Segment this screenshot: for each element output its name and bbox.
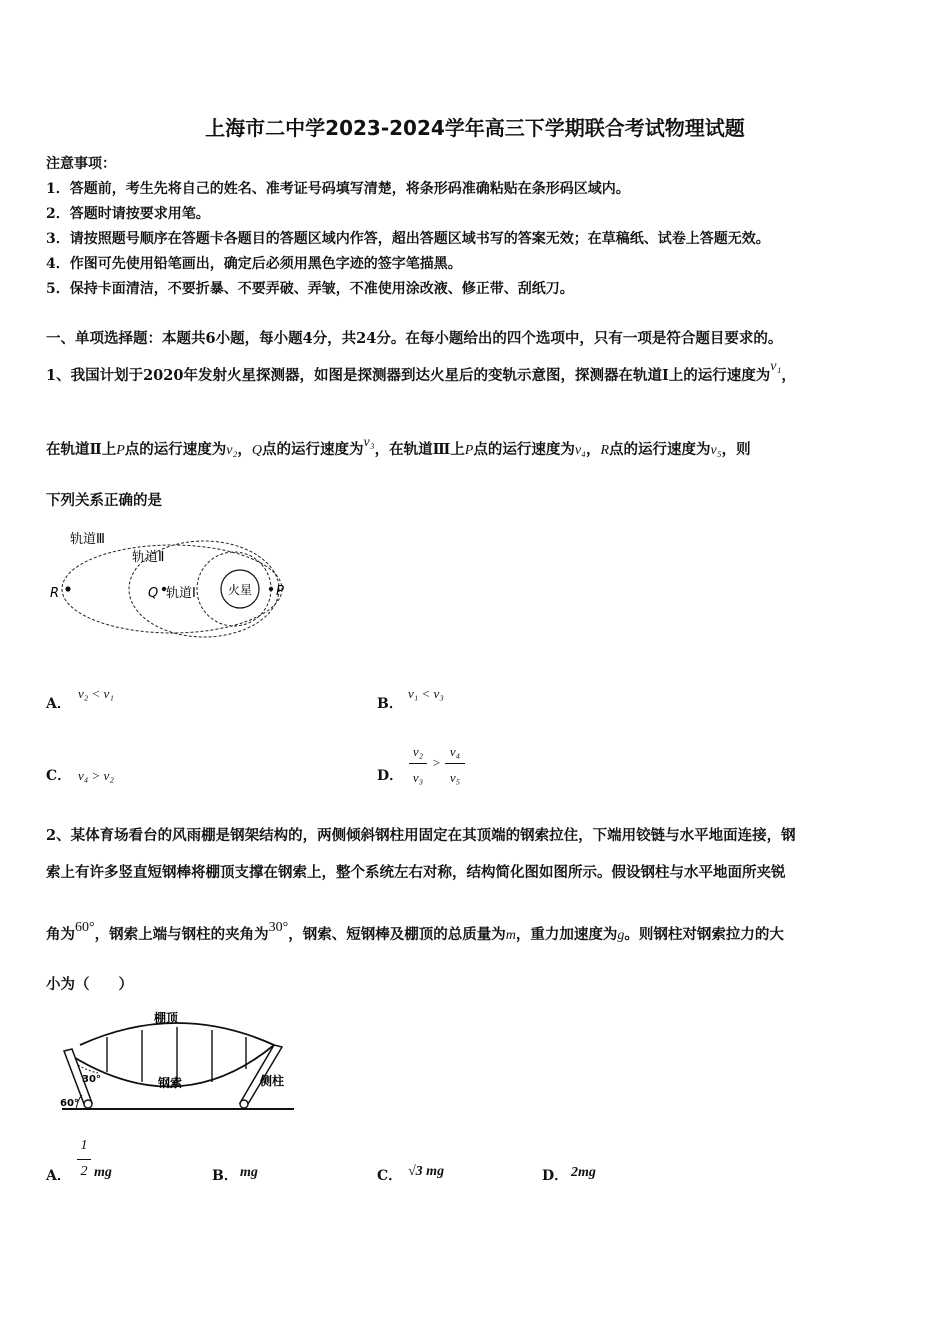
q-label: Q xyxy=(148,586,159,601)
q2-text-3a: 角为 xyxy=(46,926,75,943)
q1-option-d-num1: v₂ xyxy=(412,744,424,759)
q1-option-a-expr: v₂ < v₁ xyxy=(78,686,114,701)
q2-option-d-expr: 2mg xyxy=(571,1165,596,1180)
left-hinge xyxy=(84,1100,92,1108)
q2-gravity: g xyxy=(617,928,625,943)
q1-text-1-end: ， xyxy=(781,367,796,384)
q1-option-a-label: A． xyxy=(46,696,71,712)
q1-v1: v₁ xyxy=(770,359,782,374)
orbit-diagram xyxy=(40,525,300,645)
cable-label: 钢索 xyxy=(158,1076,183,1090)
note-item-5: 5．保持卡面清洁，不要折暴、不要弄破、弄皱，不准使用涂改液、修正带、刮纸刀。 xyxy=(46,281,574,297)
q1-point-p: P xyxy=(116,443,125,458)
q2-option-d-label: D． xyxy=(542,1168,569,1184)
r-label: R xyxy=(50,586,60,601)
q2-option-a-bar xyxy=(77,1159,91,1160)
q2-option-c-label: C． xyxy=(377,1168,403,1184)
point-p-dot xyxy=(269,587,273,591)
q2-text-3e: 。则钢柱对钢索拉力的大 xyxy=(624,926,784,943)
q1-point-r: R xyxy=(600,443,609,458)
q1-text-1: 1、我国计划于2020年发射火星探测器，如图是探测器到达火星后的变轨示意图，探测器在轨道Ⅰ上的运行速度为 xyxy=(46,367,771,384)
q1-text-2d: 点的运行速度为 xyxy=(262,441,364,458)
q1-v3: v₃ xyxy=(363,435,375,450)
q1-text-2f: 点的运行速度为 xyxy=(473,441,575,458)
q1-v4: v₄ xyxy=(574,443,586,458)
q1-text-2a: 在轨道Ⅱ上 xyxy=(46,441,117,458)
q1-option-d-op: > xyxy=(432,755,441,770)
q1-option-b-expr: v₁ < v₃ xyxy=(408,686,444,701)
q1-line-2 xyxy=(46,435,751,459)
q1-option-d-den2: v₅ xyxy=(449,770,461,785)
pillar-label: 侧柱 xyxy=(260,1074,285,1088)
right-hinge xyxy=(240,1100,248,1108)
q1-text-2i: ，则 xyxy=(721,441,751,458)
q1-option-d-bar1 xyxy=(409,763,427,764)
page-title: 上海市二中学2023-2024学年高三下学期联合考试物理试题 xyxy=(205,116,745,140)
q1-option-c-label: C． xyxy=(46,768,72,784)
q2-mass: m xyxy=(505,928,516,943)
q1-option-d-label: D． xyxy=(377,768,404,784)
note-item-4: 4．作图可先使用铅笔画出，确定后必须用黑色字迹的签字笔描黑。 xyxy=(46,256,462,272)
p-label: P xyxy=(276,584,284,599)
angle-60-label: 60° xyxy=(60,1098,79,1109)
q2-option-c-expr: √3 mg xyxy=(408,1164,445,1179)
q2-option-a-label: A． xyxy=(46,1168,71,1184)
q2-option-a-num: 1 xyxy=(80,1138,88,1153)
q1-point-p-2: P xyxy=(464,443,474,458)
q1-text-2e: ，在轨道Ⅲ上 xyxy=(374,441,465,458)
q1-text-2c: ， xyxy=(237,441,252,458)
point-r-dot xyxy=(65,586,70,591)
orbit-1-label: 轨道Ⅰ xyxy=(166,586,196,601)
q1-line-1 xyxy=(46,359,796,385)
q1-text-2b: 点的运行速度为 xyxy=(124,441,227,458)
orbit-2-label: 轨道Ⅱ xyxy=(132,550,165,565)
q1-option-d-num2: v₄ xyxy=(449,744,461,759)
note-item-2: 2．答题时请按要求用笔。 xyxy=(46,206,210,222)
q1-line-3: 下列关系正确的是 xyxy=(46,492,162,509)
q2-line-4: 小为（ ） xyxy=(46,976,133,993)
canopy-diagram xyxy=(52,1005,302,1117)
q1-text-2h: 点的运行速度为 xyxy=(609,441,711,458)
note-item-3: 3．请按照题号顺序在答题卡各题目的答题区域内作答，超出答题区域书写的答案无效；在草稿纸、试卷上答题无效。 xyxy=(46,231,770,247)
q2-text-3d: ，重力加速度为 xyxy=(515,926,618,943)
q2-angle-30: 30° xyxy=(268,920,289,935)
q1-v5: v₅ xyxy=(710,443,722,458)
q2-option-b-label: B． xyxy=(212,1168,238,1184)
q1-option-b-label: B． xyxy=(377,696,403,712)
note-item-1: 1．答题前，考生先将自己的姓名、准考证号码填写清楚，将条形码准确粘贴在条形码区域内。 xyxy=(46,181,630,197)
q2-text-3c: ，钢索、短钢棒及棚顶的总质量为 xyxy=(288,926,506,943)
q1-text-2g: ， xyxy=(585,441,601,458)
q1-v2: v₂ xyxy=(226,443,238,458)
orbit-3-label: 轨道Ⅲ xyxy=(70,532,105,547)
q1-option-d-den1: v₃ xyxy=(412,770,424,785)
angle-30-label: 30° xyxy=(82,1074,101,1085)
notes-heading: 注意事项： xyxy=(46,156,116,172)
q2-option-a-tail: mg xyxy=(94,1165,112,1180)
roof-label: 棚顶 xyxy=(154,1011,179,1025)
q1-point-q: Q xyxy=(251,443,263,458)
q2-line-3 xyxy=(46,920,784,944)
q1-option-d-bar2 xyxy=(445,763,465,764)
section-heading: 一、单项选择题：本题共6小题，每小题4分，共24分。在每小题给出的四个选项中，只有一项是符合题目要求的。 xyxy=(46,330,783,347)
q2-angle-60: 60° xyxy=(75,920,95,935)
q2-option-a-den: 2 xyxy=(80,1164,88,1179)
q2-option-b-expr: mg xyxy=(240,1165,258,1180)
mars-label: 火星 xyxy=(228,583,253,597)
q2-line-2: 索上有许多竖直短钢棒将棚顶支撑在钢索上，整个系统左右对称，结构简化图如图所示。假设钢柱与水平地面所夹锐 xyxy=(46,864,786,881)
q1-option-c-expr: v₄ > v₂ xyxy=(78,768,114,783)
q2-text-3b: ，钢索上端与钢柱的夹角为 xyxy=(94,926,269,943)
q2-line-1: 2、某体育场看台的风雨棚是钢架结构的，两侧倾斜钢柱用固定在其顶端的钢索拉住，下端用铰链与水平地面连接，钢 xyxy=(46,827,796,844)
